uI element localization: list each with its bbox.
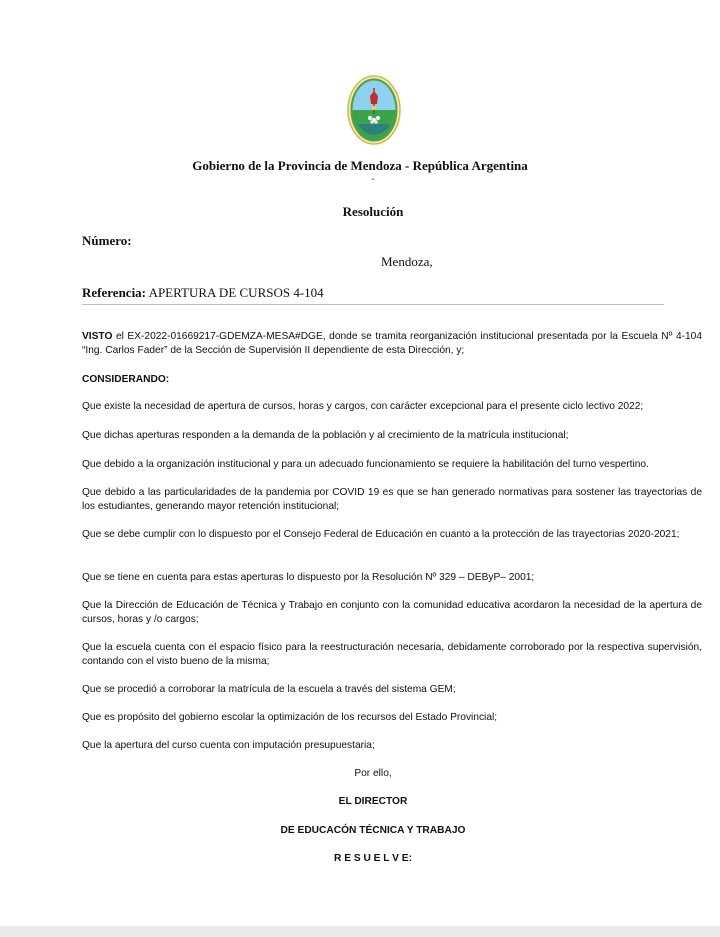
visto-label: VISTO [82, 331, 113, 342]
visto-paragraph [82, 330, 702, 358]
considerando-label: CONSIDERANDO: [82, 374, 170, 385]
page-bottom-edge [0, 926, 720, 937]
considerando-paragraph: Que se procedió a corroborar la matrícula de la escuela a través del sistema GEM; [82, 684, 456, 695]
provincial-seal [346, 74, 402, 146]
considerando-paragraph: Que debido a la organización institucional y para un adecuado funcionamiento se requiere la habilitación del turno vespertino. [82, 459, 649, 470]
director-title-line1: EL DIRECTOR [338, 796, 408, 807]
visto-text: el EX-2022-01669217-GDEMZA-MESA#DGE, donde se tramita reorganización institucional presentada por la Escuela Nº 4-104 “Ing. Carlos Fader” de la Sección de Supervisión II dependiente de esta Dirección, y; [82, 331, 702, 356]
header-divider [82, 304, 664, 305]
resuelve-heading: R E S U E L V E: [334, 853, 412, 864]
document-type: Resolución [342, 204, 404, 219]
por-ello: Por ello, [354, 768, 392, 779]
reference-label: Referencia: [82, 285, 147, 300]
reference-line [82, 285, 324, 301]
director-title-line2: DE EDUCACÓN TÉCNICA Y TRABAJO [280, 825, 466, 836]
government-title: Gobierno de la Provincia de Mendoza - República Argentina [192, 158, 528, 173]
considerando-paragraph: Que es propósito del gobierno escolar la optimización de los recursos del Estado Provincial; [82, 712, 498, 723]
considerando-paragraph: Que la apertura del curso cuenta con imputación presupuestaria; [82, 740, 375, 751]
considerando-paragraph: Que debido a las particularidades de la pandemia por COVID 19 es que se han generado normativas para sostener las trayectorias de los estudiantes, generando mayor retención institucional; [82, 487, 702, 512]
considerando-paragraph: Que la escuela cuenta con el espacio físico para la reestructuración necesaria, debidamente corroborado por la respectiva supervisión, contando con el visto bueno de la misma; [82, 642, 702, 667]
considerando-paragraph: Que la Dirección de Educación de Técnica y Trabajo en conjunto con la comunidad educativa acordaron la necesidad de la apertura de cursos, horas y /o cargos; [82, 600, 702, 625]
considerando-paragraph: Que se debe cumplir con lo dispuesto por el Consejo Federal de Educación en cuanto a la protección de las trayectorias 2020-2021; [82, 529, 680, 540]
reference-value: APERTURA DE CURSOS 4-104 [148, 285, 324, 300]
considerando-paragraph: Que dichas aperturas responden a la demanda de la población y al crecimiento de la matrícula institucional; [82, 430, 569, 441]
number-label: Número: [82, 233, 132, 248]
considerando-paragraph: Que se tiene en cuenta para estas aperturas lo dispuesto por la Resolución Nº 329 – DEByP– 2001; [82, 572, 535, 583]
considerando-paragraph: Que existe la necesidad de apertura de cursos, horas y cargos, con carácter excepcional para el presente ciclo lectivo 2022; [82, 401, 644, 412]
title-dash: - [371, 174, 375, 185]
city-date: Mendoza, [381, 254, 433, 269]
